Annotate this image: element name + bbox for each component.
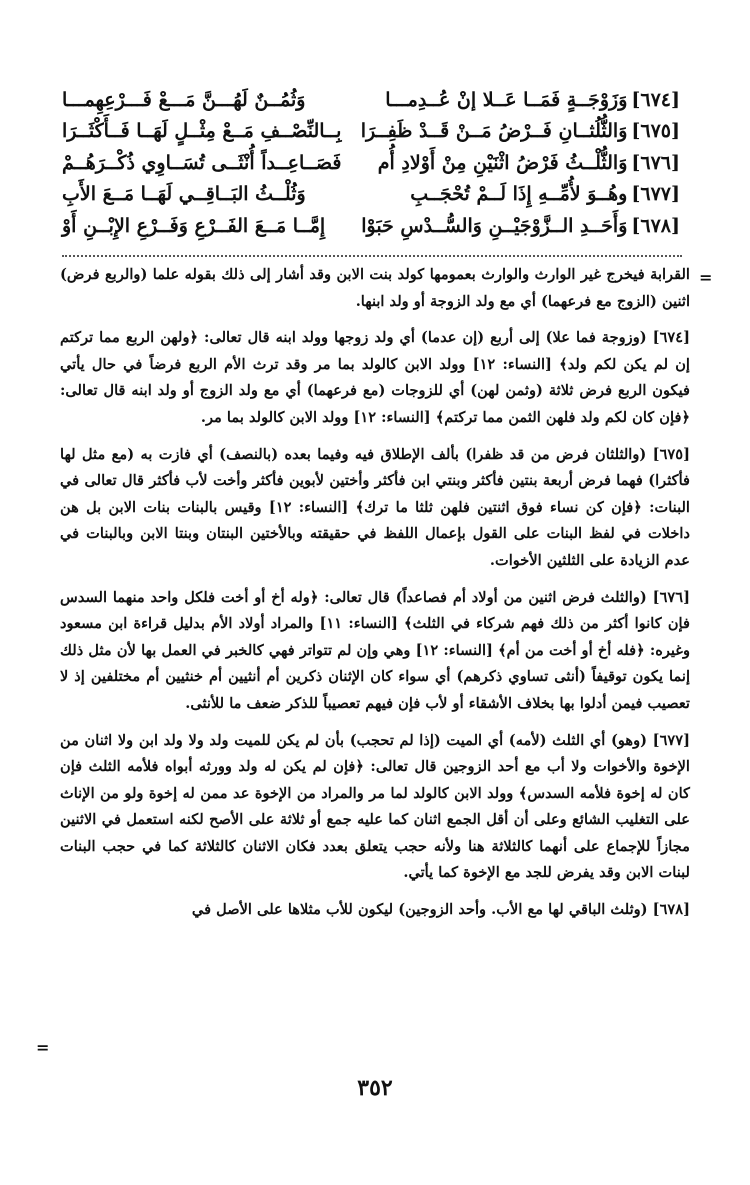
verse-number: [٦٧٤]	[631, 88, 680, 111]
verse-line	[62, 179, 680, 211]
verse-line	[62, 147, 680, 179]
verse-right-text: وَأَحَــدِ الــزَّوْجَيْــنِ وَالسُّــدْسِ حَبَوْا	[361, 214, 628, 237]
verse-right-text: وَزَوْجَــةٍ فَمَــا عَــلا إنْ عُــدِمـــا	[385, 88, 628, 111]
verse-first-hemistich	[378, 152, 680, 174]
verse-second-hemistich: فَصَــاعِــداً أُنْثَــى تُسَــاوِي ذُكْــرَهُــمْ	[62, 151, 342, 174]
verse-separator	[62, 255, 682, 257]
commentary-paragraph: [٦٧٦] (والثلث فرض اثنين من أولاد أم فصاعداً) قال تعالى: ﴿وله أخ أو أخت فلكل واحد منهما السدس فإن كانوا أكثر من ذلك فهم شركاء في الثلث﴾ [النساء: ١١] والمراد أولاد الأم بدليل قراءة ابن مسعود وغيره: ﴿فله أخ أو أخت من أم﴾ [النساء: ١٢] وهي وإن لم تتواتر فهي كالخبر في العمل بها لأن مثل ذلك إنما يكون توقيفاً (أنثى تساوي ذكرهم) أي سواء كان الإثنان ذكرين أم أنثيين أم خنثيين أم مختلفين إذ لا تعصيب فيمن أدلوا بها بخلاف الأشقاء أو لأب فإن فيهم تعصيباً للذكر ضعف ما للأنثى.	[60, 588, 690, 712]
verse-number: [٦٧٧]	[631, 183, 680, 206]
verse-second-hemistich: إِمَّــا مَــعَ الفَــرْعِ وَفَــرْعِ الإِبْــنِ أَوْ	[62, 214, 326, 237]
verse-first-hemistich	[410, 183, 680, 205]
verse-right-text: وهُــوَ لأُمِّــهِ إِذَا لَــمْ تُحْجَــبِ	[410, 183, 628, 206]
commentary-paragraph: القرابة فيخرج غير الوارث والوارث بعمومها كولد بنت الابن وقد أشار إلى ذلك بقوله علما (والربع فرض) اثنين (الزوج مع فرعهما) أي مع ولد الزوجة أو ولد ابنها.	[60, 266, 690, 310]
verse-line	[62, 84, 680, 116]
verse-number: [٦٧٥]	[631, 120, 680, 143]
verse-first-hemistich	[361, 120, 680, 142]
verse-second-hemistich: بِــالنِّصْــفِ مَــعْ مِثْــلٍ لَهَــا فَــأَكْثَــرَا	[62, 120, 342, 143]
verse-first-hemistich	[385, 89, 680, 111]
commentary-paragraph: [٦٧٧] (وهو) أي الثلث (لأمه) أي الميت (إذا لم تحجب) بأن لم يكن للميت ولد ولا ولد ابن ولا اثنان من الإخوة والأخوات ولا أب مع أحد الزوجين قال تعالى: ﴿فإن لم يكن له ولد وورثه أبواه فلأمه الثلث فإن كان له إخوة فلأمه السدس﴾ وولد الابن كالولد لما مر والمراد من الإخوة عد ممن له إخوة ولو من الإناث على التغليب الشائع وعلى أن أقل الجمع اثنان كما عليه جمع أو ثلاثة على الأصح لكنه استعمل في الاثنين مجازاً للإجماع على أنهما كالثلاثة هنا ولأنه حجب يتعلق بعدد فكان الاثنان كالثلاثة كما في حجب البنات لبنات الابن وقد يفرض للجد مع الإخوة كما يأتي.	[60, 731, 690, 882]
commentary-paragraph: [٦٧٨] (وثلث الباقي لها مع الأب. وأحد الزوجين) ليكون للأب مثلاها على الأصل في	[191, 901, 690, 919]
continuation-mark-end: =	[36, 1038, 50, 1057]
verse-first-hemistich	[361, 215, 680, 237]
verse-right-text: وَالثُّلُثــانِ فَــرْضُ مَــنْ قَــدْ ظَفِــرَا	[360, 120, 628, 143]
page-number: ٣٥٢	[357, 1075, 393, 1101]
verse-block	[62, 84, 680, 242]
verse-line	[62, 210, 680, 242]
verse-line	[62, 116, 680, 148]
verse-number: [٦٧٦]	[631, 151, 680, 174]
verse-second-hemistich: وَثُلْــثُ البَــاقِــي لَهَــا مَــعَ الأَبِ	[62, 183, 306, 206]
commentary-paragraph: [٦٧٤] (وزوجة فما علا) إلى أربع (إن عدما) أي ولد زوجها وولد ابنه قال تعالى: ﴿ولهن الربع مما تركتم إن لم يكن لكم ولد﴾ [النساء: ١٢] وولد الابن كالولد بما مر وقد ترث الأم الربع فرضاً في حال يأتي فيكون الربع فرض ثلاثة (وثمن لهن) أي للزوجات (مع فرعهما) أي مع ولد الزوج أو ولد ابنه قال تعالى: ﴿فإن كان لكم ولد فلهن الثمن مما تركتم﴾ [النساء: ١٢] وولد الابن كالولد بما مر.	[60, 329, 690, 426]
verse-second-hemistich: وَثُمُــنٌ لَهُـــنَّ مَـــعْ فَـــرْعِهِمـــا	[62, 88, 306, 111]
commentary-text	[60, 262, 690, 930]
continuation-mark-start: =	[699, 268, 713, 287]
verse-right-text: وَالثُّلْــثُ فَرْضُ اثْنَيْنِ مِنْ أَوْلادِ أُم	[377, 151, 628, 174]
verse-number: [٦٧٨]	[631, 214, 680, 237]
commentary-paragraph: [٦٧٥] (والثلثان فرض من قد ظفرا) بألف الإطلاق فيه وفيما بعده (بالنصف) أي فازت به (مع مثل لها فأكثرا) فهما فرض أربعة بنتين فأكثر وبنتي ابن فأكثر وأختين لأبوين فأكثر وأخت لأب فأكثر قال تعالى في البنات: ﴿فإن كن نساء فوق اثنتين فلهن ثلثا ما ترك﴾ [النساء: ١٢] وقيس بالبنات بنات الابن بل هن داخلات في لفظ البنات على القول بإعمال اللفظ في حقيقته وبالأختين البنتان وبنتا الابن وبالبنات في عدم الزيادة على الثلثين الأخوات.	[60, 445, 690, 569]
